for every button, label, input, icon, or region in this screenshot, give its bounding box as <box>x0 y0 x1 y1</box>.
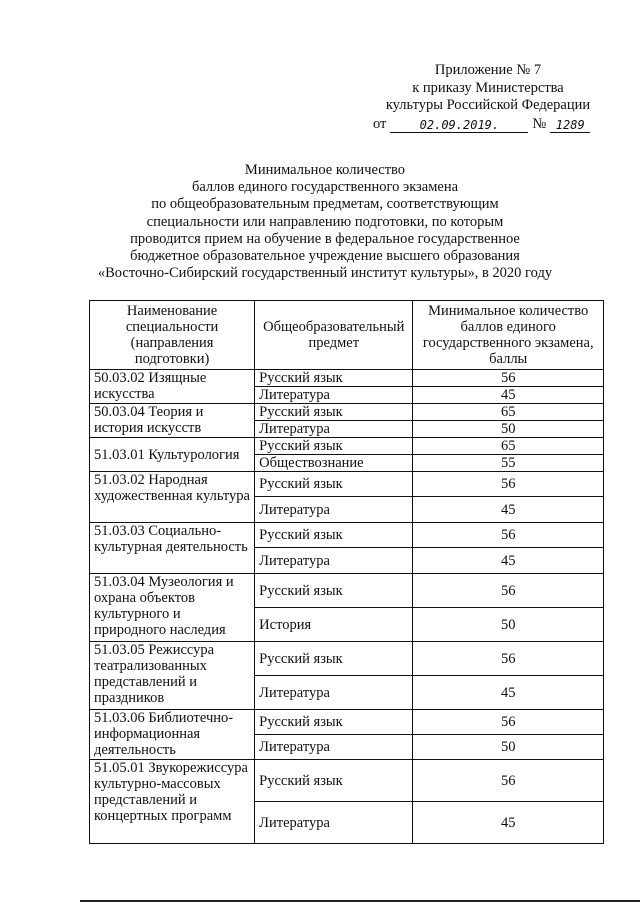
table-row <box>90 574 604 608</box>
score-cell: 55 <box>413 455 604 472</box>
score-cell: 45 <box>413 548 604 574</box>
date-prefix: от <box>373 115 387 132</box>
subject-cell: Русский язык <box>255 642 413 676</box>
subject-cell: Русский язык <box>255 370 413 387</box>
subject-cell: Русский язык <box>255 523 413 548</box>
appendix-order-ref: к приказу Министерства <box>412 79 564 96</box>
table-body <box>90 370 604 844</box>
table-row <box>90 438 604 455</box>
specialty-name: 50.03.02 Изящные искусства <box>90 370 255 404</box>
score-cell: 56 <box>413 472 604 497</box>
score-cell: 56 <box>413 370 604 387</box>
score-cell: 56 <box>413 523 604 548</box>
table-row <box>90 404 604 421</box>
score-cell: 45 <box>413 387 604 404</box>
subject-cell: Литература <box>255 802 413 844</box>
title-line: специальности или направлению подготовки, по которым <box>146 213 504 230</box>
appendix-header <box>373 62 603 133</box>
title-line: «Восточно-Сибирский государственный институт культуры», в 2020 году <box>97 265 553 282</box>
table-row <box>90 472 604 497</box>
table-row <box>90 523 604 548</box>
appendix-number: Приложение № 7 <box>434 62 542 78</box>
title-line: бюджетное образовательное учреждение высшего образования <box>130 248 520 265</box>
table-row <box>90 642 604 676</box>
score-cell: 45 <box>413 802 604 844</box>
table-row <box>90 370 604 387</box>
appendix-ministry: культуры Российской Федерации <box>385 97 591 113</box>
score-cell: 56 <box>413 710 604 735</box>
subject-cell: Литература <box>255 421 413 438</box>
subject-cell: История <box>255 608 413 642</box>
subject-cell: Русский язык <box>255 404 413 421</box>
header-subject: Общеобразовательный предмет <box>255 301 413 370</box>
score-cell: 56 <box>413 642 604 676</box>
subject-cell: Литература <box>255 676 413 710</box>
order-date: 02.09.2019. <box>390 118 528 133</box>
title-line: Минимальное количество <box>244 162 406 178</box>
subject-cell: Русский язык <box>255 438 413 455</box>
specialty-name: 51.03.06 Библиотечно-информационная деятельность <box>90 710 255 760</box>
specialty-name: 51.03.03 Социально-культурная деятельность <box>90 523 255 574</box>
table-header-row <box>90 301 604 370</box>
title-line: баллов единого государственного экзамена <box>191 179 459 196</box>
subject-cell: Русский язык <box>255 574 413 608</box>
score-cell: 65 <box>413 404 604 421</box>
specialty-name: 50.03.04 Теория и история искусств <box>90 404 255 438</box>
subject-cell: Русский язык <box>255 472 413 497</box>
score-cell: 65 <box>413 438 604 455</box>
score-cell: 45 <box>413 676 604 710</box>
specialty-name: 51.03.04 Музеология и охрана объектов культурного и природного наследия <box>90 574 255 642</box>
header-min-score: Минимальное количество баллов единого государственного экзамена, баллы <box>413 301 604 370</box>
specialty-name: 51.03.01 Культурология <box>90 438 255 472</box>
specialty-name: 51.03.05 Режиссура театрализованных представлений и праздников <box>90 642 255 710</box>
score-cell: 50 <box>413 608 604 642</box>
page-bottom-edge <box>80 900 640 902</box>
title-line: проводится прием на обучение в федеральное государственное <box>130 230 520 247</box>
number-prefix: № <box>532 115 547 132</box>
subject-cell: Обществознание <box>255 455 413 472</box>
min-scores-table <box>89 300 604 844</box>
specialty-name: 51.05.01 Звукорежиссура культурно-массовых представлений и концертных программ <box>90 760 255 844</box>
subject-cell: Литература <box>255 387 413 404</box>
score-cell: 56 <box>413 574 604 608</box>
header-specialty: Наименование специальности (направления подготовки) <box>90 301 255 370</box>
document-title <box>40 162 610 282</box>
subject-cell: Русский язык <box>255 710 413 735</box>
subject-cell: Литература <box>255 735 413 760</box>
appendix-date-line <box>373 116 603 134</box>
table-row <box>90 710 604 735</box>
subject-cell: Русский язык <box>255 760 413 802</box>
score-cell: 50 <box>413 421 604 438</box>
table-row <box>90 760 604 802</box>
score-cell: 45 <box>413 497 604 523</box>
title-line: по общеобразовательным предметам, соответствующим <box>151 196 499 213</box>
subject-cell: Литература <box>255 548 413 574</box>
score-cell: 56 <box>413 760 604 802</box>
subject-cell: Литература <box>255 497 413 523</box>
specialty-name: 51.03.02 Народная художественная культура <box>90 472 255 523</box>
order-number: 1289 <box>550 118 590 133</box>
score-cell: 50 <box>413 735 604 760</box>
